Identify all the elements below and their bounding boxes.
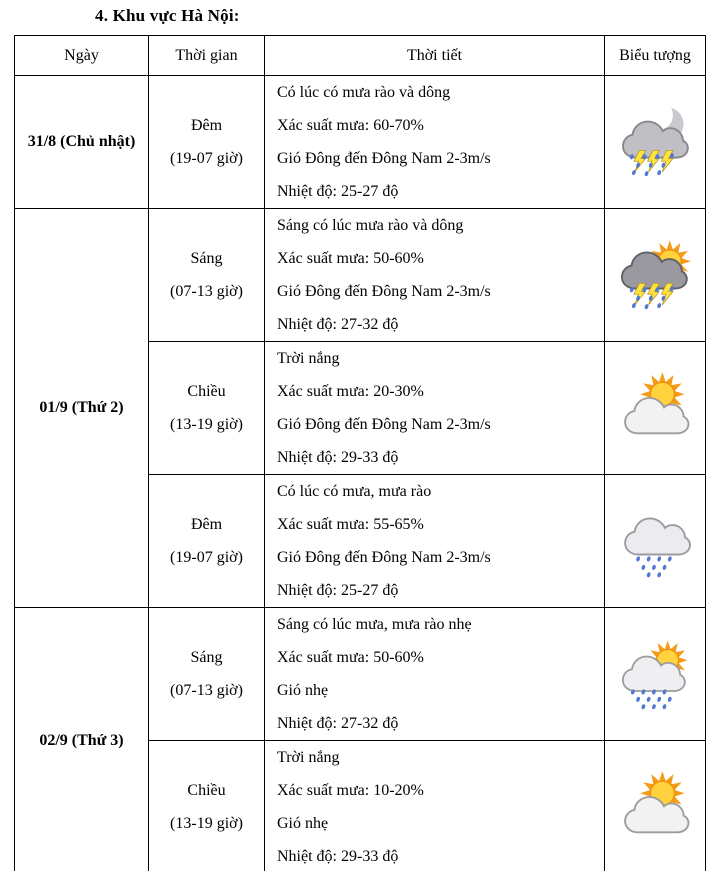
weather-line: Gió Đông đến Đông Nam 2-3m/s	[277, 150, 491, 167]
weather-line: Trời nắng	[277, 749, 340, 766]
night-thunderstorm-icon	[617, 104, 693, 180]
weather-line: Gió nhẹ	[277, 682, 329, 699]
time-cell	[149, 475, 265, 608]
time-period-label: Đêm	[190, 117, 223, 134]
time-range-label: (07-13 giờ)	[170, 283, 243, 300]
date-cell: 31/8 (Chủ nhật)	[15, 76, 149, 209]
time-cell	[149, 741, 265, 871]
time-period-label: Sáng	[190, 649, 223, 666]
table-row	[15, 76, 706, 209]
time-cell	[149, 342, 265, 475]
weather-line: Xác suất mưa: 55-65%	[277, 516, 424, 533]
icon-cell	[605, 608, 706, 741]
weather-line: Xác suất mưa: 60-70%	[277, 117, 424, 134]
time-period-label: Sáng	[190, 250, 223, 267]
date-cell: 01/9 (Thứ 2)	[15, 209, 149, 608]
weather-line: Có lúc có mưa, mưa rào	[277, 483, 432, 500]
weather-line: Xác suất mưa: 10-20%	[277, 782, 424, 799]
weather-cell	[265, 475, 605, 608]
column-header-date: Ngày	[15, 36, 149, 76]
header-row	[15, 36, 706, 76]
time-range-label: (13-19 giờ)	[170, 815, 243, 832]
icon-cell	[605, 741, 706, 871]
column-header-icon: Biểu tượng	[605, 36, 706, 76]
weather-line: Nhiệt độ: 29-33 độ	[277, 449, 399, 466]
weather-line: Nhiệt độ: 27-32 độ	[277, 316, 399, 333]
weather-cell	[265, 741, 605, 871]
icon-cell	[605, 76, 706, 209]
weather-line: Nhiệt độ: 29-33 độ	[277, 848, 399, 865]
weather-line: Gió Đông đến Đông Nam 2-3m/s	[277, 283, 491, 300]
table-row	[15, 608, 706, 741]
weather-cell	[265, 608, 605, 741]
icon-cell	[605, 342, 706, 475]
column-header-time: Thời gian	[149, 36, 265, 76]
weather-line: Xác suất mưa: 20-30%	[277, 383, 424, 400]
time-range-label: (19-07 giờ)	[170, 150, 243, 167]
weather-line: Sáng có lúc mưa, mưa rào nhẹ	[277, 616, 472, 633]
weather-cell	[265, 342, 605, 475]
time-period-label: Đêm	[190, 516, 223, 533]
weather-line: Gió Đông đến Đông Nam 2-3m/s	[277, 549, 491, 566]
time-cell	[149, 209, 265, 342]
time-range-label: (13-19 giờ)	[170, 416, 243, 433]
weather-cell	[265, 209, 605, 342]
time-period-label: Chiều	[187, 383, 226, 400]
weather-line: Nhiệt độ: 25-27 độ	[277, 183, 399, 200]
weather-line: Nhiệt độ: 25-27 độ	[277, 582, 399, 599]
weather-line: Gió nhẹ	[277, 815, 329, 832]
rain-cloud-icon	[617, 503, 693, 579]
weather-line: Trời nắng	[277, 350, 340, 367]
table-row	[15, 209, 706, 342]
time-range-label: (07-13 giờ)	[170, 682, 243, 699]
forecast-table	[14, 35, 706, 871]
column-header-weather: Thời tiết	[265, 36, 605, 76]
sun-rain-cloud-icon	[617, 636, 693, 712]
page-title: 4. Khu vực Hà Nội:	[95, 6, 240, 25]
date-cell: 02/9 (Thứ 3)	[15, 608, 149, 871]
icon-cell	[605, 475, 706, 608]
weather-line: Gió Đông đến Đông Nam 2-3m/s	[277, 416, 491, 433]
sun-behind-cloud-icon	[617, 769, 693, 845]
day-thunderstorm-icon	[617, 237, 693, 313]
time-cell	[149, 608, 265, 741]
time-cell	[149, 76, 265, 209]
weather-line: Sáng có lúc mưa rào và dông	[277, 217, 464, 234]
sun-behind-cloud-icon	[617, 370, 693, 446]
weather-line: Xác suất mưa: 50-60%	[277, 250, 424, 267]
weather-line: Xác suất mưa: 50-60%	[277, 649, 424, 666]
weather-cell	[265, 76, 605, 209]
icon-cell	[605, 209, 706, 342]
time-period-label: Chiều	[187, 782, 226, 799]
time-range-label: (19-07 giờ)	[170, 549, 243, 566]
weather-line: Có lúc có mưa rào và dông	[277, 84, 451, 101]
weather-line: Nhiệt độ: 27-32 độ	[277, 715, 399, 732]
